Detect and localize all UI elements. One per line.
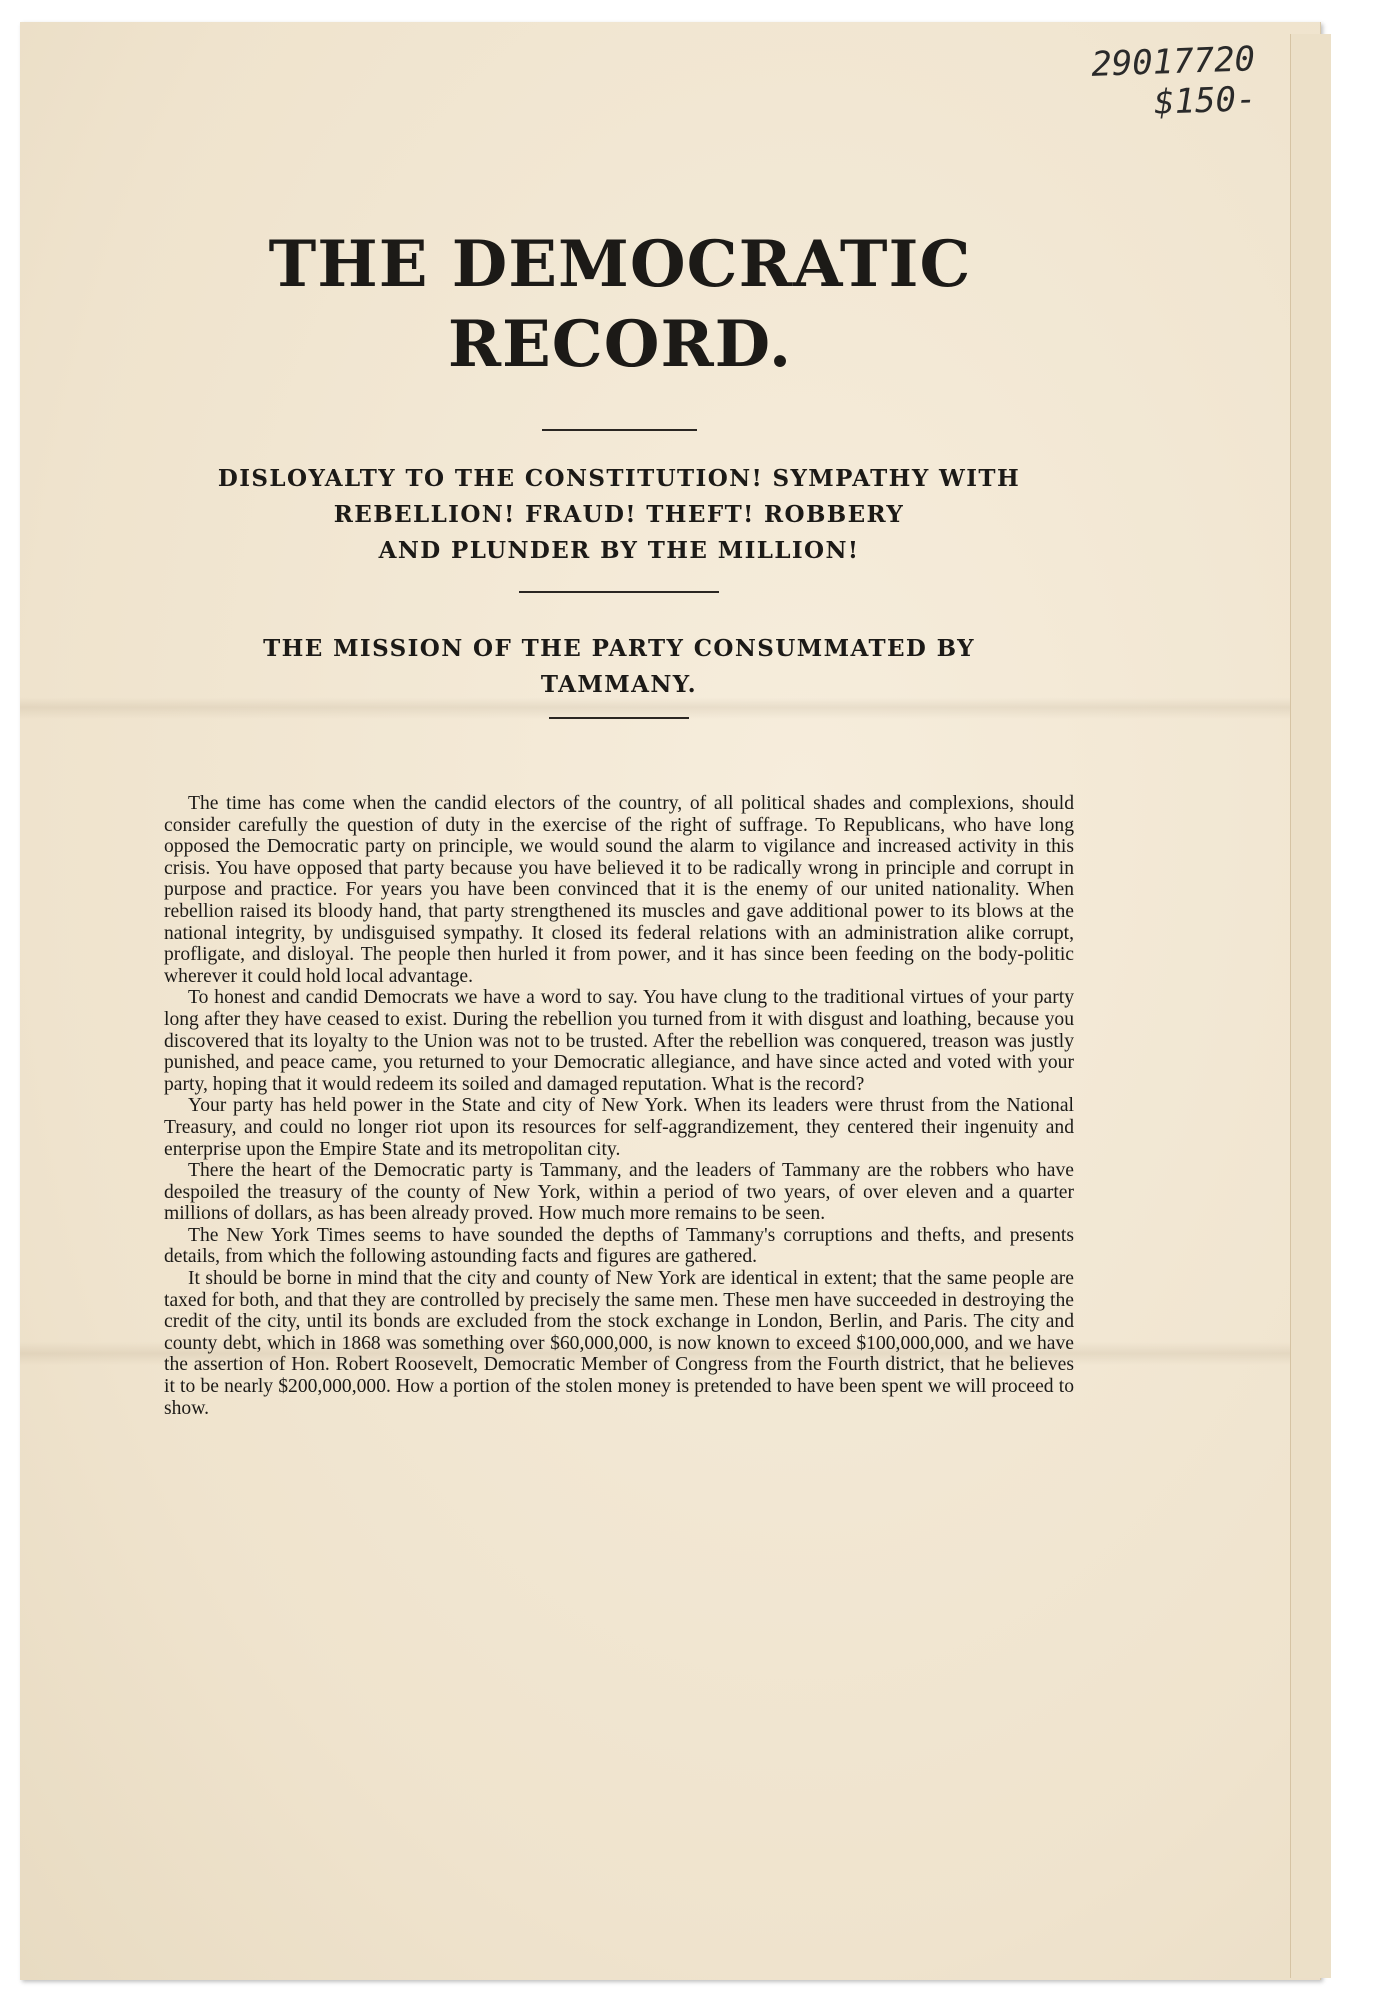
page-edge [1290,34,1331,1978]
article-body [164,793,1074,1419]
body-paragraph: The time has come when the candid electors of the country, of all political shades and complexions, should consider carefully the question of duty in the exercise of the right of suffrage. To Republicans, who have long opposed the Democratic party on principle, we would sound the alarm to vigilance and increased activity in this crisis. You have opposed that party because you have believed it to be radically wrong in principle and corrupt in purpose and practice. For years you have been convinced that it is the enemy of our united nationality. When rebellion raised its bloody hand, that party strengthened its muscles and gave additional power to its blows at the national integrity, by undisguised sympathy. It closed its federal relations with an administration alike corrupt, profligate, and disloyal. The people then hurled it from power, and it has since been feeding on the body-politic wherever it could hold local advantage. [164,793,1074,987]
document-title: THE DEMOCRATIC RECORD. [268,227,972,382]
body-paragraph: To honest and candid Democrats we have a word to say. You have clung to the traditional virtues of your party long after they have ceased to exist. During the rebellion you turned from it with disgust and loathing, because you discovered that its loyalty to the Union was not to be trusted. After the rebellion was conquered, treason was justly punished, and peace came, you returned to your Democratic allegiance, and have since acted and voted with your party, hoping that it would redeem its soiled and damaged reputation. What is the record? [164,987,1074,1095]
document-content [164,225,1074,1419]
annotation-price: $150- [1153,79,1258,123]
body-paragraph: The New York Times seems to have sounded the depths of Tammany's corruptions and thefts, and presents details, from which the following astounding facts and figures are gathered. [164,1224,1074,1268]
headline-line: THE MISSION OF THE PARTY CONSUMMATED BY [263,635,975,662]
body-paragraph: There the heart of the Democratic party is Tammany, and the leaders of Tammany are the robbers who have despoiled the treasury of the county of New York, within a period of two years, of over eleven and a quarter millions of dollars, as has been already proved. How much more remains to be seen. [164,1160,1074,1225]
divider-rule [519,591,719,593]
headline-mission [164,631,1074,703]
headline-accusations [164,461,1074,569]
divider-rule [549,717,689,719]
body-paragraph: Your party has held power in the State and city of New York. When its leaders were thrust from the National Treasury, and could no longer riot upon its resources for self-aggrandizement, they centered their ingenuity and enterprise upon the Empire State and its metropolitan city. [164,1095,1074,1160]
headline-line: REBELLION! FRAUD! THEFT! ROBBERY [333,501,905,528]
divider-rule [542,429,697,431]
headline-line: TAMMANY. [540,671,698,698]
headline-line: AND PLUNDER BY THE MILLION! [378,537,860,564]
handwritten-annotation [1091,39,1257,125]
headline-line: DISLOYALTY TO THE CONSTITUTION! SYMPATHY WITH [217,465,1021,492]
annotation-number: 29017720 [1090,39,1256,85]
body-paragraph: It should be borne in mind that the city and county of New York are identical in extent; that the same people are taxed for both, and that they are controlled by precisely the same men. These men have succeeded in destroying the credit of the city, until its bonds are excluded from the stock exchange in London, Berlin, and Paris. The city and county debt, which in 1868 was something over $60,000,000, is now known to exceed $100,000,000, and we have the assertion of Hon. Robert Roosevelt, Democratic Member of Congress from the Fourth district, that he believes it to be nearly $200,000,000. How a portion of the stolen money is pretended to have been spent we will proceed to show. [164,1268,1074,1419]
